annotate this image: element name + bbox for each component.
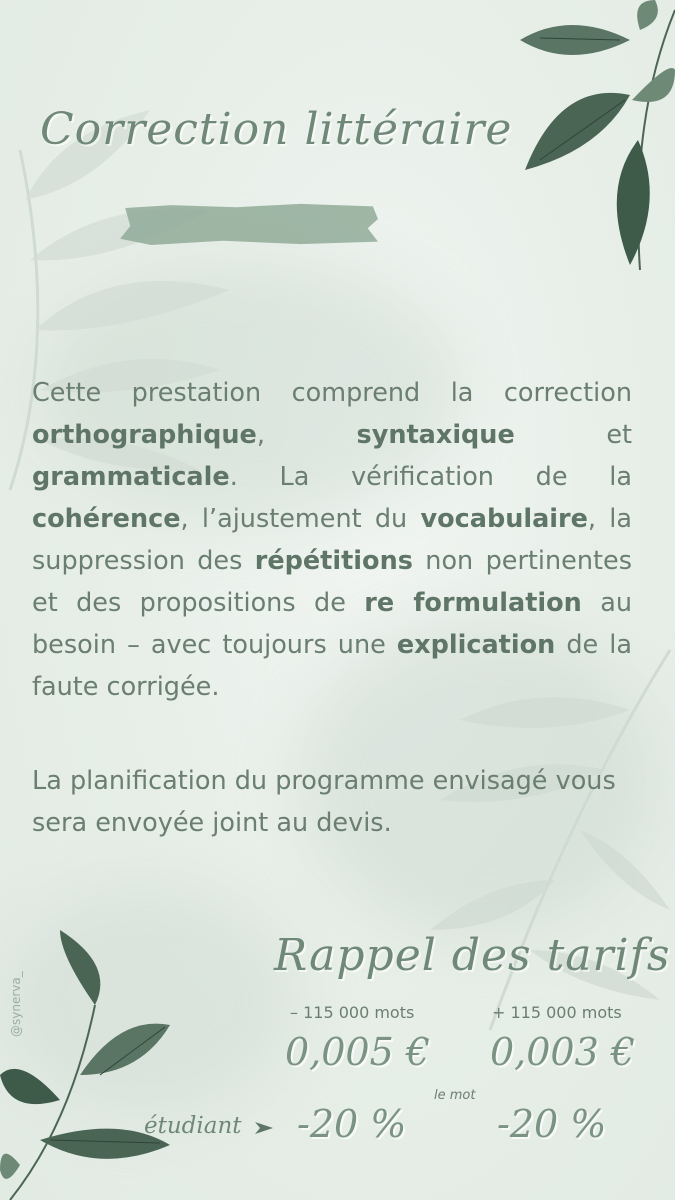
keyword-reformulation: re formulation [364, 588, 582, 618]
page-title: Correction littéraire [40, 104, 513, 155]
text-segment: , [256, 420, 357, 450]
description-paragraph [32, 372, 632, 708]
student-label: étudiant [144, 1113, 242, 1139]
over-115k-student-discount: -20 % [497, 1102, 607, 1146]
text-segment: de la faute corrigée. [32, 630, 632, 702]
under-115k-student-discount: -20 % [297, 1102, 407, 1146]
brush-stroke-underline [120, 203, 378, 245]
text-segment: non pertinentes et des propositions de [32, 546, 632, 618]
over-115k-price: 0,003 € [490, 1030, 636, 1074]
keyword-grammaticale: grammaticale [32, 462, 230, 492]
under-115k-price: 0,005 € [285, 1030, 431, 1074]
planning-paragraph: La planification du programme envisagé vous sera envoyée joint au devis. [32, 766, 616, 838]
over-115k-label: + 115 000 mots [492, 1003, 622, 1022]
under-115k-label: – 115 000 mots [290, 1003, 415, 1022]
text-segment: , l’ajustement du [180, 504, 421, 534]
keyword-orthographique: orthographique [32, 420, 257, 450]
keyword-explication: explication [396, 630, 556, 660]
keyword-coherence: cohérence [32, 504, 181, 534]
leaf-branch-icon [0, 925, 200, 1200]
text-segment: et [514, 420, 633, 450]
keyword-repetitions: répétitions [254, 546, 413, 576]
text-segment: , la suppression des [32, 504, 632, 576]
text-segment: . La vérification de la [229, 462, 632, 492]
per-word-label: le mot [434, 1088, 476, 1103]
text-segment: Cette prestation comprend la correction [32, 378, 632, 408]
text-segment: au besoin – avec toujours une [32, 588, 632, 660]
keyword-syntaxique: syntaxique [356, 420, 515, 450]
pricing-title: Rappel des tarifs [274, 930, 671, 981]
arrow-right-icon [253, 1120, 275, 1136]
keyword-vocabulaire: vocabulaire [420, 504, 588, 534]
author-handle: @synerva_ [9, 971, 23, 1037]
